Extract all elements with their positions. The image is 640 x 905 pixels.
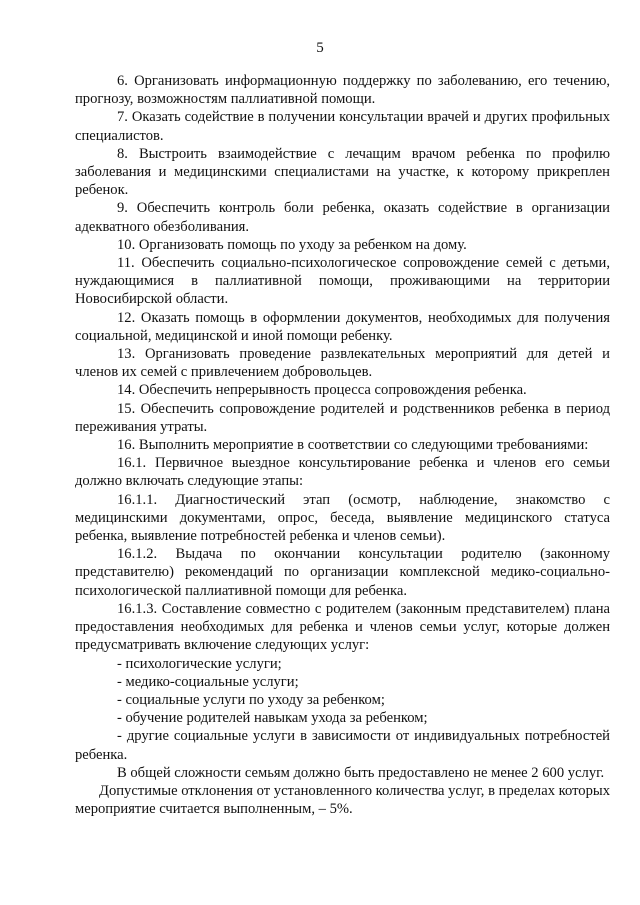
paragraph-7: 7. Оказать содействие в получении консультации врачей и других профильных специалистов. [75,109,610,144]
paragraph-10: 10. Организовать помощь по уходу за ребенком на дому. [117,236,467,253]
paragraph-16-1-1: 16.1.1. Диагностический этап (осмотр, наблюдение, знакомство с медицинскими документами, опрос, беседа, выявление медицинского статуса ребенка, выявление потребностей ребенка и членов семьи). [75,491,610,545]
paragraph-16-1: 16.1. Первичное выездное консультирование ребенка и членов его семьи должно включать следующие этапы: [75,455,610,490]
list-item: - другие социальные услуги в зависимости от индивидуальных потребностей ребенка. [75,728,610,763]
page-number: 5 [316,40,324,56]
tolerance-paragraph: Допустимые отклонения от установленного количества услуг, в пределах которых мероприятие считается выполненным, – 5%. [75,782,610,818]
list-item: - медико-социальные услуги; [117,673,299,690]
paragraph-16-1-3: 16.1.3. Составление совместно с родителем (законным представителем) плана предоставления необходимых для ребенка и членов семьи услуг, которые должен предусматривать включение следующих услуг: [75,600,610,654]
paragraph-11: 11. Обеспечить социально-психологическое сопровождение семей с детьми, нуждающимися в паллиативной помощи, проживающими на территории Новосибирской области. [75,255,610,308]
paragraph-14: 14. Обеспечить непрерывность процесса сопровождения ребенка. [117,382,527,399]
list-item: - социальные услуги по уходу за ребенком; [117,691,385,708]
list-item: - обучение родителей навыкам ухода за ребенком; [117,710,428,727]
paragraph-12: 12. Оказать помощь в оформлении документов, необходимых для получения социальной, медицинской и иной помощи ребенку. [75,309,610,344]
paragraph-16-1-2: 16.1.2. Выдача по окончании консультации родителю (законному представителю) рекомендаций по организации комплексной медико-социально-психологической паллиативной помощи для ребенка. [75,546,610,599]
paragraph-9: 9. Обеспечить контроль боли ребенка, оказать содействие в организации адекватного обезболивания. [75,200,610,235]
document-body [75,72,610,818]
services-total-paragraph: В общей сложности семьям должно быть предоставлено не менее 2 600 услуг. [117,764,605,781]
paragraph-16: 16. Выполнить мероприятие в соответствии со следующими требованиями: [117,437,589,454]
list-item: - психологические услуги; [117,655,282,672]
paragraph-15: 15. Обеспечить сопровождение родителей и родственников ребенка в период переживания утраты. [75,400,610,435]
paragraph-6: 6. Организовать информационную поддержку по заболеванию, его течению, прогнозу, возможностям паллиативной помощи. [75,73,610,108]
paragraph-13: 13. Организовать проведение развлекательных мероприятий для детей и членов их семей с привлечением добровольцев. [75,346,610,381]
paragraph-8: 8. Выстроить взаимодействие с лечащим врачом ребенка по профилю заболевания и медицинскими специалистами на участке, к которому прикреплен ребенок. [75,145,610,199]
